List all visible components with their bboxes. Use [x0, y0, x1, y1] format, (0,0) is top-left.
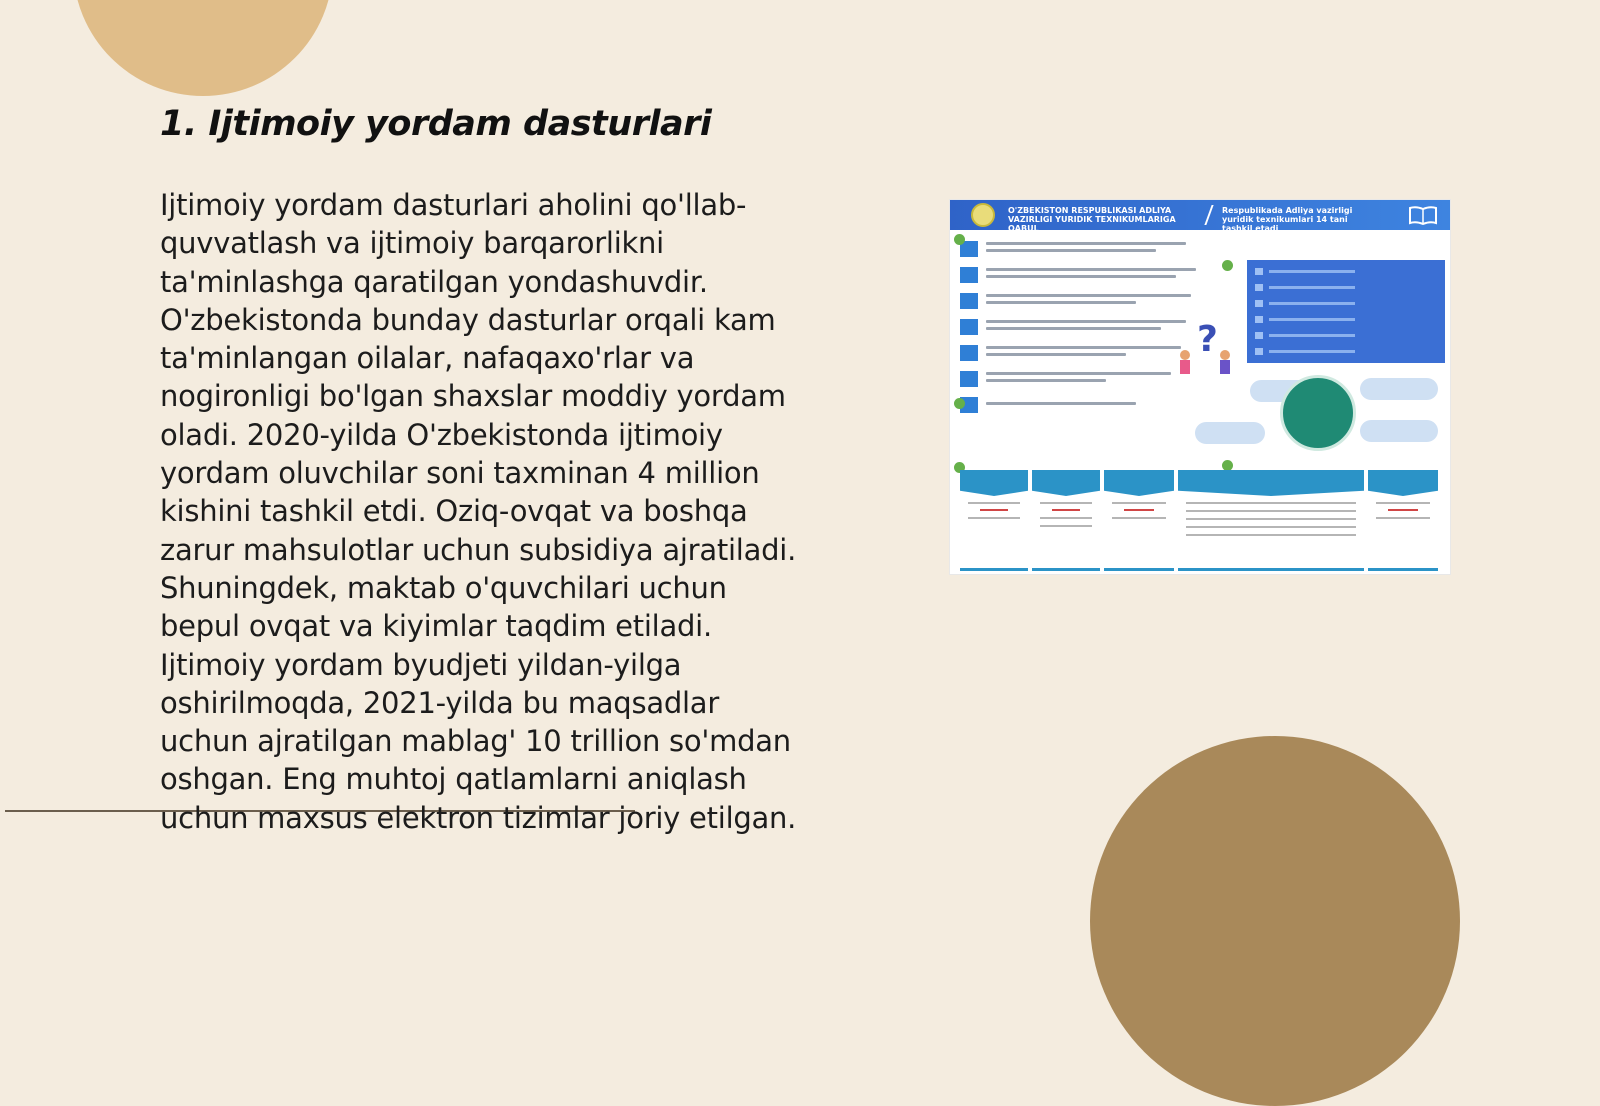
- infographic-list: [960, 238, 1205, 420]
- info-circle: [1280, 375, 1356, 451]
- list-item: [960, 238, 1205, 260]
- infographic-columns: [960, 470, 1445, 570]
- body-line: ta'minlashga qaratilgan yondashuvdir.: [160, 264, 708, 299]
- step-marker: [954, 234, 965, 245]
- infographic-header-right: Respublikada Adliya vazirligi yuridik texnikumlari 14 tani tashkil etadi: [1222, 206, 1353, 233]
- infographic-image: [950, 200, 1450, 574]
- body-line: oshgan. Eng muhtoj qatlamlarni aniqlash: [160, 762, 747, 797]
- body-line: kishini tashkil etdi. Oziq-ovqat va boshqa: [160, 494, 748, 529]
- slide-title: 1. Ijtimoiy yordam dasturlari: [160, 104, 712, 144]
- infographic-side-panel: [1247, 240, 1445, 365]
- info-column: [1104, 470, 1174, 571]
- list-item: [960, 264, 1205, 286]
- emblem-icon: [971, 203, 995, 227]
- step-marker: [954, 398, 965, 409]
- body-line: bepul ovqat va kiyimlar taqdim etiladi.: [160, 609, 712, 644]
- body-line: uchun ajratilgan mablag' 10 trillion so'mdan: [160, 724, 791, 759]
- list-item: [960, 394, 1205, 416]
- body-line: oshirilmoqda, 2021-yilda bu maqsadlar: [160, 685, 719, 720]
- info-column: [1368, 470, 1438, 571]
- svg-text:?: ?: [1197, 319, 1218, 360]
- body-line: nogironligi bo'lgan shaxslar moddiy yordam: [160, 379, 786, 414]
- body-line: ta'minlangan oilalar, nafaqaxo'rlar va: [160, 341, 695, 376]
- body-line: quvvatlash va ijtimoiy barqarorlikni: [160, 226, 664, 261]
- step-marker: [1222, 260, 1233, 271]
- list-item: [960, 368, 1205, 390]
- infographic-header: [950, 200, 1450, 233]
- slide-body: [160, 186, 860, 837]
- decorative-circle-bottom: [1090, 736, 1460, 1106]
- body-line: Shuningdek, maktab o'quvchilari uchun: [160, 570, 727, 605]
- body-line: uchun maxsus elektron tizimlar joriy etilgan.: [160, 800, 797, 835]
- body-line: Ijtimoiy yordam byudjeti yildan-yilga: [160, 647, 682, 682]
- infographic-header-left: O'ZBEKISTON RESPUBLIKASI ADLIYA VAZIRLIGI YURIDIK TEXNIKUMLARIGA QABUL: [1008, 206, 1176, 233]
- info-pill: [1360, 420, 1438, 442]
- info-column: [1032, 470, 1100, 571]
- book-icon: [1408, 205, 1438, 225]
- body-line: zarur mahsulotlar uchun subsidiya ajratiladi.: [160, 532, 797, 567]
- list-item: [960, 290, 1205, 312]
- body-line: O'zbekistonda bunday dasturlar orqali kam: [160, 302, 776, 337]
- info-column: [960, 470, 1028, 571]
- list-item: [960, 342, 1205, 364]
- body-line: yordam oluvchilar soni taxminan 4 million: [160, 456, 760, 491]
- decorative-circle-top: [73, 0, 333, 96]
- info-column: [1178, 470, 1364, 571]
- info-pill: [1360, 378, 1438, 400]
- body-line: Ijtimoiy yordam dasturlari aholini qo'llab-: [160, 188, 747, 222]
- list-item: [960, 316, 1205, 338]
- info-pill: [1195, 422, 1265, 444]
- people-icon: [1175, 315, 1235, 375]
- body-line: oladi. 2020-yilda O'zbekistonda ijtimoiy: [160, 417, 723, 452]
- header-separator: [1204, 205, 1213, 225]
